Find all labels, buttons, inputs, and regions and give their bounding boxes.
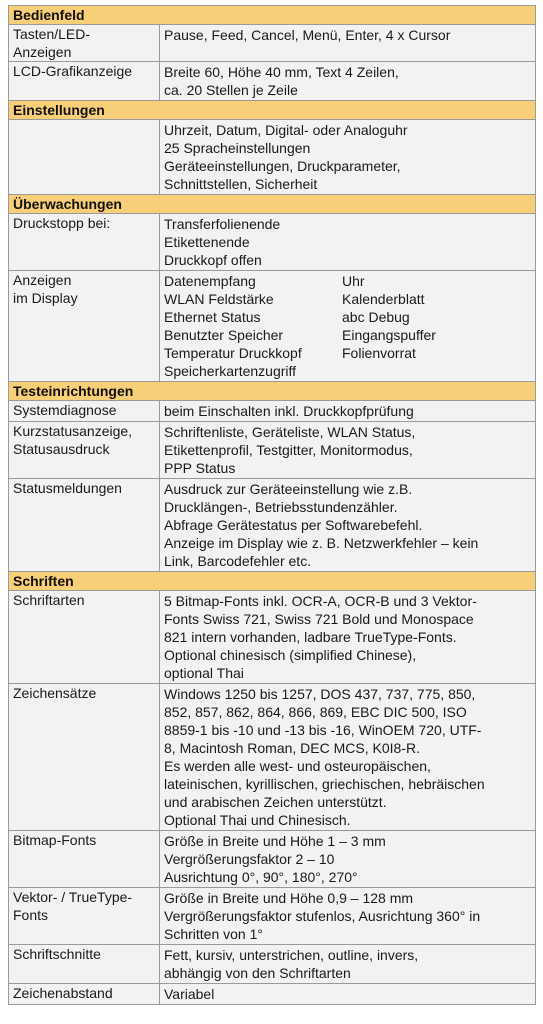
spec-label-line: Bitmap-Fonts bbox=[13, 832, 97, 848]
spec-value-line: 5 Bitmap-Fonts inkl. OCR-A, OCR-B und 3 Vektor- bbox=[164, 593, 477, 609]
spec-label bbox=[9, 831, 160, 888]
spec-value-item: Uhr bbox=[342, 273, 365, 289]
spec-value-line: Geräteeinstellungen, Druckparameter, bbox=[164, 158, 401, 174]
spec-row bbox=[9, 984, 536, 1005]
spec-value bbox=[160, 120, 536, 195]
spec-value-item: WLAN Feldstärke bbox=[164, 291, 274, 307]
section-title: Überwachungen bbox=[9, 195, 536, 214]
spec-value-line: Etikettenende bbox=[164, 234, 250, 250]
spec-value-line: ca. 20 Stellen je Zeile bbox=[164, 82, 298, 98]
spec-value-line: Ausdruck zur Geräteeinstellung wie z.B. bbox=[164, 481, 413, 497]
spec-value-item: Benutzter Speicher bbox=[164, 327, 284, 343]
spec-value-item: Eingangspuffer bbox=[342, 327, 436, 343]
spec-label bbox=[9, 684, 160, 831]
spec-value-item: Speicherkartenzugriff bbox=[164, 363, 297, 379]
section-header bbox=[9, 195, 536, 214]
section-header bbox=[9, 101, 536, 120]
spec-label-line: Schriftarten bbox=[13, 592, 85, 608]
spec-label bbox=[9, 25, 160, 62]
spec-value-line: Es werden alle west- und osteuropäischen, bbox=[164, 758, 431, 774]
spec-label-line: Schriftschnitte bbox=[13, 946, 101, 962]
spec-label-line: Statusmeldungen bbox=[13, 480, 122, 496]
spec-value-line: Etikettenprofil, Testgitter, Monitormodus, bbox=[164, 442, 413, 458]
spec-value-line: Größe in Breite und Höhe 1 – 3 mm bbox=[164, 833, 386, 849]
spec-value-line: Windows 1250 bis 1257, DOS 437, 737, 775, 850, bbox=[164, 686, 476, 702]
spec-value bbox=[160, 271, 536, 382]
section-header bbox=[9, 6, 536, 25]
section-title: Bedienfeld bbox=[9, 6, 536, 25]
spec-value-line: Anzeige im Display wie z. B. Netzwerkfehler – kein bbox=[164, 535, 479, 551]
spec-value-line: Fett, kursiv, unterstrichen, outline, invers, bbox=[164, 947, 419, 963]
spec-label-line: Statusausdruck bbox=[13, 441, 110, 457]
spec-value-line: Optional Thai und Chinesisch. bbox=[164, 812, 351, 828]
spec-label-line: Zeichensätze bbox=[13, 685, 97, 701]
spec-value-item bbox=[342, 362, 531, 380]
spec-label bbox=[9, 120, 160, 195]
spec-value-line: Breite 60, Höhe 40 mm, Text 4 Zeilen, bbox=[164, 64, 399, 80]
spec-value bbox=[160, 214, 536, 271]
spec-row bbox=[9, 591, 536, 684]
spec-value-line: Link, Barcodefehler etc. bbox=[164, 553, 312, 569]
spec-label bbox=[9, 214, 160, 271]
spec-value bbox=[160, 831, 536, 888]
spec-label-line: Fonts bbox=[13, 907, 49, 923]
spec-value-line: Optional chinesisch (simplified Chinese), bbox=[164, 647, 417, 663]
spec-value-line: lateinischen, kyrillischen, griechischen, hebräischen bbox=[164, 776, 485, 792]
spec-value-line: Pause, Feed, Cancel, Menü, Enter, 4 x Cursor bbox=[164, 27, 451, 43]
spec-value-line: Größe in Breite und Höhe 0,9 – 128 mm bbox=[164, 890, 414, 906]
spec-label-line: Tasten/LED- bbox=[13, 26, 91, 42]
spec-row bbox=[9, 479, 536, 572]
spec-row bbox=[9, 62, 536, 101]
spec-label-line: LCD-Grafikanzeige bbox=[13, 63, 133, 79]
spec-value-line: 25 Spracheinstellungen bbox=[164, 140, 311, 156]
spec-value-line: Vergrößerungsfaktor stufenlos, Ausrichtung 360° in bbox=[164, 908, 481, 924]
spec-value-line: optional Thai bbox=[164, 665, 244, 681]
spec-value-line: 8, Macintosh Roman, DEC MCS, K0I8-R. bbox=[164, 740, 420, 756]
spec-value-line: Abfrage Gerätestatus per Softwarebefehl. bbox=[164, 517, 423, 533]
spec-value-line: Vergrößerungsfaktor 2 – 10 bbox=[164, 851, 335, 867]
spec-value-line: Variabel bbox=[164, 986, 215, 1002]
spec-value bbox=[160, 62, 536, 101]
spec-value-line: Schnittstellen, Sicherheit bbox=[164, 176, 318, 192]
spec-label bbox=[9, 888, 160, 945]
spec-table-body bbox=[9, 6, 536, 1005]
spec-value-item: Folienvorrat bbox=[342, 345, 416, 361]
spec-value bbox=[160, 888, 536, 945]
spec-label-line: im Display bbox=[13, 290, 78, 306]
spec-row bbox=[9, 888, 536, 945]
spec-row bbox=[9, 401, 536, 422]
spec-label bbox=[9, 984, 160, 1005]
spec-value bbox=[160, 401, 536, 422]
spec-value-item: Temperatur Druckkopf bbox=[164, 345, 302, 361]
spec-label bbox=[9, 591, 160, 684]
spec-row bbox=[9, 684, 536, 831]
spec-value-line: beim Einschalten inkl. Druckkopfprüfung bbox=[164, 403, 414, 419]
spec-row bbox=[9, 945, 536, 984]
spec-table bbox=[8, 5, 536, 1005]
section-title: Einstellungen bbox=[9, 101, 536, 120]
spec-value-line: 821 intern vorhanden, ladbare TrueType-Fonts. bbox=[164, 629, 457, 645]
spec-value bbox=[160, 945, 536, 984]
spec-value-item: abc Debug bbox=[342, 309, 410, 325]
spec-label bbox=[9, 62, 160, 101]
spec-value-line: 8859-1 bis -10 und -13 bis -16, WinOEM 720, UTF- bbox=[164, 722, 482, 738]
spec-value-line: Fonts Swiss 721, Swiss 721 Bold und Monospace bbox=[164, 611, 474, 627]
spec-label bbox=[9, 945, 160, 984]
spec-value-grid bbox=[164, 272, 531, 380]
spec-label-line: Anzeigen bbox=[13, 272, 72, 288]
spec-value-line: Schriftenliste, Geräteliste, WLAN Status, bbox=[164, 424, 416, 440]
spec-row bbox=[9, 25, 536, 62]
spec-value-item: Ethernet Status bbox=[164, 309, 261, 325]
spec-row bbox=[9, 214, 536, 271]
spec-value-item: Datenempfang bbox=[164, 273, 256, 289]
spec-label bbox=[9, 271, 160, 382]
spec-label-line: Zeichenabstand bbox=[13, 985, 113, 1001]
spec-row bbox=[9, 271, 536, 382]
spec-value bbox=[160, 984, 536, 1005]
spec-value-line: Schritten von 1° bbox=[164, 926, 263, 942]
spec-label bbox=[9, 479, 160, 572]
section-title: Testeinrichtungen bbox=[9, 382, 536, 401]
section-title: Schriften bbox=[9, 572, 536, 591]
spec-value-line: Transferfolienende bbox=[164, 216, 281, 232]
spec-value-item: Kalenderblatt bbox=[342, 291, 425, 307]
spec-value bbox=[160, 479, 536, 572]
spec-label-line: Druckstopp bei: bbox=[13, 215, 111, 231]
spec-value-line: Uhrzeit, Datum, Digital- oder Analoguhr bbox=[164, 122, 408, 138]
spec-label-line: Systemdiagnose bbox=[13, 402, 117, 418]
spec-label-line: Anzeigen bbox=[13, 44, 72, 60]
spec-value-line: und arabischen Zeichen unterstützt. bbox=[164, 794, 387, 810]
spec-value-line: Ausrichtung 0°, 90°, 180°, 270° bbox=[164, 869, 358, 885]
spec-value-line: 852, 857, 862, 864, 866, 869, EBC DIC 500, ISO bbox=[164, 704, 467, 720]
spec-value-line: Druckkopf offen bbox=[164, 252, 262, 268]
spec-row bbox=[9, 120, 536, 195]
spec-value bbox=[160, 684, 536, 831]
section-header bbox=[9, 382, 536, 401]
spec-value-line: Drucklängen-, Betriebsstundenzähler. bbox=[164, 499, 398, 515]
spec-label-line: Kurzstatusanzeige, bbox=[13, 423, 133, 439]
spec-value bbox=[160, 591, 536, 684]
spec-label bbox=[9, 422, 160, 479]
spec-value bbox=[160, 25, 536, 62]
spec-label bbox=[9, 401, 160, 422]
section-header bbox=[9, 572, 536, 591]
spec-row bbox=[9, 422, 536, 479]
spec-label-line: Vektor- / TrueType- bbox=[13, 889, 133, 905]
spec-value bbox=[160, 422, 536, 479]
spec-row bbox=[9, 831, 536, 888]
spec-value-line: PPP Status bbox=[164, 460, 236, 476]
spec-value-line: abhängig von den Schriftarten bbox=[164, 965, 351, 981]
spec-sheet bbox=[8, 5, 535, 1005]
